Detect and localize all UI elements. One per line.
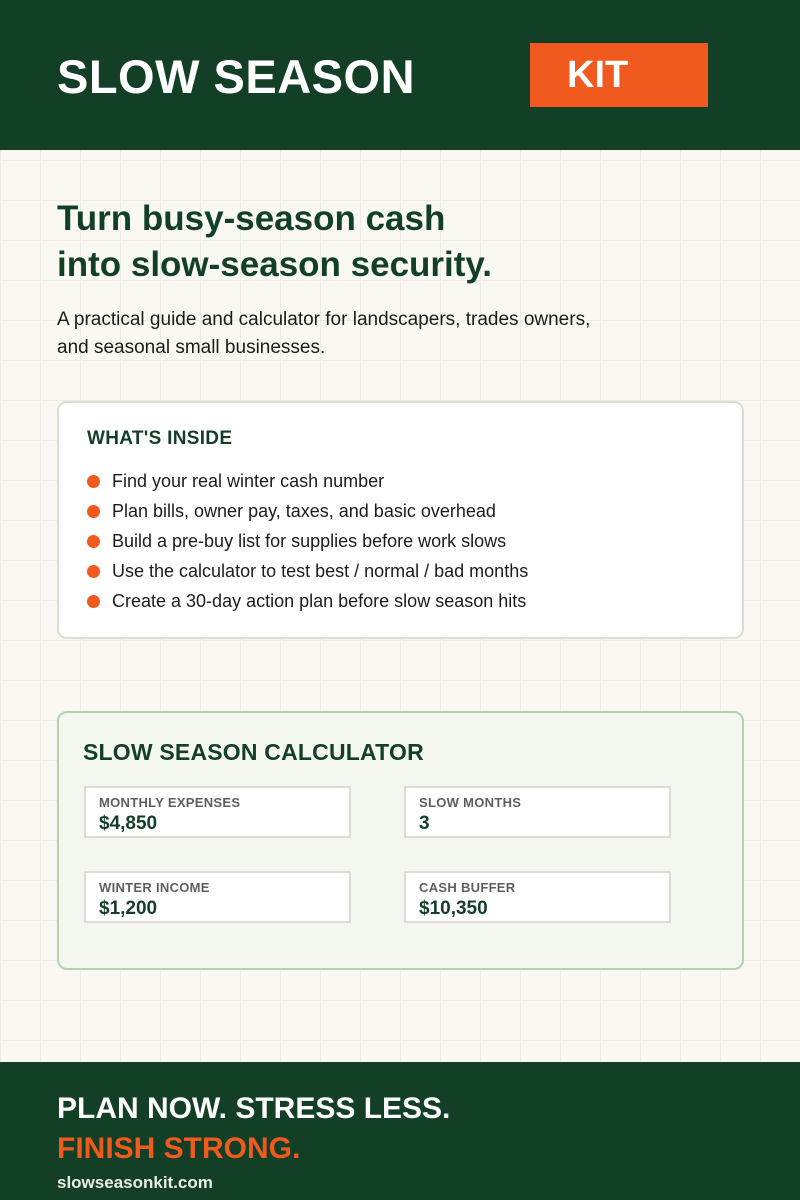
bullet-dot-icon: [87, 535, 100, 548]
list-item: [87, 556, 528, 586]
top-banner: [0, 0, 800, 150]
hero-subtitle: [57, 306, 697, 362]
bullet-dot-icon: [87, 595, 100, 608]
field-label: CASH BUFFER: [419, 880, 516, 895]
calculator-heading: SLOW SEASON CALCULATOR: [83, 739, 424, 765]
bottom-banner: [0, 1062, 800, 1200]
list-item-text: Use the calculator to test best / normal / bad months: [112, 560, 529, 581]
winter-income-field[interactable]: [84, 871, 351, 923]
bullet-dot-icon: [87, 505, 100, 518]
field-value: $1,200: [99, 898, 158, 919]
calculator-card: [57, 711, 744, 970]
list-item: [87, 586, 528, 616]
list-item: [87, 526, 528, 556]
list-item-text: Plan bills, owner pay, taxes, and basic overhead: [112, 500, 496, 521]
subtitle-line-2: and seasonal small businesses.: [57, 337, 326, 358]
whats-inside-list: [87, 466, 528, 616]
list-item: [87, 466, 528, 496]
monthly-expenses-field[interactable]: [84, 786, 351, 838]
field-label: WINTER INCOME: [99, 880, 210, 895]
headline-line-2: into slow-season security.: [57, 245, 493, 284]
headline-line-1: Turn busy-season cash: [57, 199, 446, 238]
hero-headline: [57, 196, 492, 288]
slow-months-field[interactable]: [404, 786, 671, 838]
footer-tagline-accent: FINISH STRONG.: [57, 1132, 301, 1165]
bullet-dot-icon: [87, 565, 100, 578]
field-value: $4,850: [99, 813, 158, 834]
field-label: SLOW MONTHS: [419, 795, 522, 810]
list-item-text: Create a 30-day action plan before slow season hits: [112, 590, 527, 611]
footer-tagline: PLAN NOW. STRESS LESS.: [57, 1092, 451, 1125]
kit-badge: KIT: [530, 43, 708, 107]
cash-buffer-field[interactable]: [404, 871, 671, 923]
list-item-text: Build a pre-buy list for supplies before work slows: [112, 530, 507, 551]
list-item-text: Find your real winter cash number: [112, 470, 385, 491]
field-value: 3: [419, 813, 430, 834]
footer-website-link[interactable]: slowseasonkit.com: [57, 1173, 213, 1192]
bullet-dot-icon: [87, 475, 100, 488]
field-value: $10,350: [419, 898, 488, 919]
field-label: MONTHLY EXPENSES: [99, 795, 241, 810]
brand-title: SLOW SEASON: [57, 50, 416, 103]
whats-inside-card: [57, 401, 744, 639]
list-item: [87, 496, 528, 526]
subtitle-line-1: A practical guide and calculator for landscapers, trades owners,: [57, 309, 591, 330]
whats-inside-heading: WHAT'S INSIDE: [87, 428, 233, 449]
